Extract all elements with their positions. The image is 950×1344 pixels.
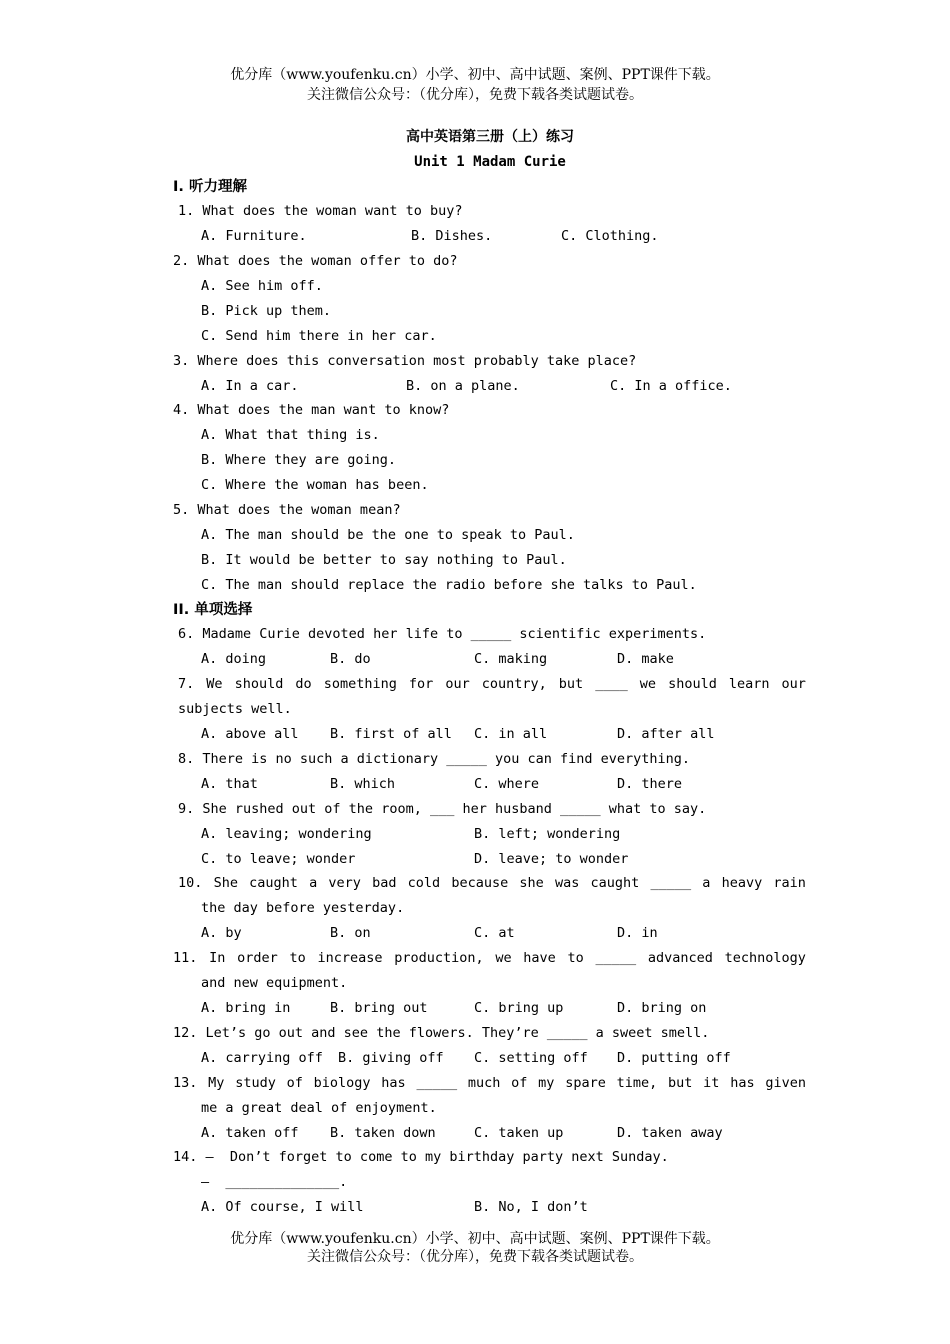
question-10-option-b: B. on — [330, 925, 371, 941]
question-14-option-b: B. No, I don’t — [474, 1199, 588, 1215]
question-5-option-a: A. The man should be the one to speak to Paul. — [201, 527, 575, 543]
question-4-option-b: B. Where they are going. — [201, 452, 397, 468]
section-heading-listening: I. 听力理解 — [173, 179, 247, 195]
question-9-option-c: C. to leave; wonder — [201, 851, 356, 867]
header-line-1: 优分库（www.youfenku.cn）小学、初中、高中试题、案例、PPT课件下载。 — [230, 67, 720, 83]
footer-line-2: 关注微信公众号：（优分库），免费下载各类试题试卷。 — [307, 1249, 643, 1265]
page-title: 高中英语第三册（上）练习 — [406, 129, 574, 145]
question-11-option-a: A. bring in — [201, 1000, 291, 1016]
question-3-option-a: A. In a car. — [201, 378, 299, 394]
footer-line-1: 优分库（www.youfenku.cn）小学、初中、高中试题、案例、PPT课件下载。 — [230, 1231, 720, 1247]
question-13-option-d: D. taken away — [617, 1125, 723, 1141]
question-1-option-b: B. Dishes. — [411, 228, 493, 244]
question-8-option-b: B. which — [330, 776, 396, 792]
question-5-option-c: C. The man should replace the radio before she talks to Paul. — [201, 577, 697, 593]
question-11-option-d: D. bring on — [617, 1000, 707, 1016]
question-10-option-c: C. at — [474, 925, 515, 941]
question-3-option-c: C. In a office. — [610, 378, 732, 394]
question-4-stem: 4. What does the man want to know? — [173, 402, 450, 418]
unit-title: Unit 1 Madam Curie — [414, 154, 566, 170]
question-9-option-d: D. leave; to wonder — [474, 851, 629, 867]
question-1-option-c: C. Clothing. — [561, 228, 659, 244]
question-10-option-d: D. in — [617, 925, 658, 941]
question-10-stem-line-2: the day before yesterday. — [201, 900, 405, 916]
question-2-option-a: A. See him off. — [201, 278, 323, 294]
question-3-stem: 3. Where does this conversation most probably take place? — [173, 353, 637, 369]
question-5-stem: 5. What does the woman mean? — [173, 502, 401, 518]
question-11-option-c: C. bring up — [474, 1000, 564, 1016]
question-8-stem: 8. There is no such a dictionary _____ you can find everything. — [178, 751, 691, 767]
question-10-stem-line-1: 10. She caught a very bad cold because she was caught _____ a heavy rain — [178, 875, 806, 891]
question-6-option-b: B. do — [330, 651, 371, 667]
question-14-option-a: A. Of course, I will — [201, 1199, 364, 1215]
question-13-stem-line-1: 13. My study of biology has _____ much of my spare time, but it has given — [173, 1075, 806, 1091]
question-9-stem: 9. She rushed out of the room, ___ her husband _____ what to say. — [178, 801, 707, 817]
question-13-option-b: B. taken down — [330, 1125, 436, 1141]
question-6-option-d: D. make — [617, 651, 674, 667]
question-1-option-a: A. Furniture. — [201, 228, 307, 244]
question-14-stem: 14. — Don’t forget to come to my birthday party next Sunday. — [173, 1149, 669, 1165]
question-1-stem: 1. What does the woman want to buy? — [178, 203, 463, 219]
question-2-option-b: B. Pick up them. — [201, 303, 332, 319]
question-6-option-c: C. making — [474, 651, 548, 667]
question-7-option-d: D. after all — [617, 726, 715, 742]
question-7-stem-line-1: 7. We should do something for our country, but ____ we should learn our — [178, 676, 806, 692]
question-7-stem-line-2: subjects well. — [178, 701, 292, 717]
question-11-stem-line-2: and new equipment. — [201, 975, 348, 991]
question-13-option-c: C. taken up — [474, 1125, 564, 1141]
question-4-option-c: C. Where the woman has been. — [201, 477, 429, 493]
question-10-option-a: A. by — [201, 925, 242, 941]
question-4-option-a: A. What that thing is. — [201, 427, 380, 443]
header-line-2: 关注微信公众号：（优分库），免费下载各类试题试卷。 — [307, 87, 643, 103]
question-3-option-b: B. on a plane. — [406, 378, 520, 394]
question-7-option-c: C. in all — [474, 726, 548, 742]
question-13-stem-line-2: me a great deal of enjoyment. — [201, 1100, 437, 1116]
question-11-option-b: B. bring out — [330, 1000, 428, 1016]
question-9-option-a: A. leaving; wondering — [201, 826, 372, 842]
question-14-reply: — ______________. — [201, 1174, 348, 1190]
question-8-option-c: C. where — [474, 776, 540, 792]
question-12-option-c: C. setting off — [474, 1050, 588, 1066]
question-12-option-a: A. carrying off — [201, 1050, 323, 1066]
section-heading-multiple-choice: II. 单项选择 — [173, 602, 253, 618]
question-6-option-a: A. doing — [201, 651, 267, 667]
question-9-option-b: B. left; wondering — [474, 826, 621, 842]
question-12-stem: 12. Let’s go out and see the flowers. They’re _____ a sweet smell. — [173, 1025, 710, 1041]
question-11-stem-line-1: 11. In order to increase production, we have to _____ advanced technology — [173, 950, 806, 966]
question-5-option-b: B. It would be better to say nothing to Paul. — [201, 552, 567, 568]
question-12-option-d: D. putting off — [617, 1050, 731, 1066]
question-13-option-a: A. taken off — [201, 1125, 299, 1141]
question-8-option-a: A. that — [201, 776, 258, 792]
question-2-option-c: C. Send him there in her car. — [201, 328, 437, 344]
question-7-option-a: A. above all — [201, 726, 299, 742]
question-12-option-b: B. giving off — [338, 1050, 444, 1066]
question-8-option-d: D. there — [617, 776, 683, 792]
question-6-stem: 6. Madame Curie devoted her life to _____ scientific experiments. — [178, 626, 707, 642]
question-7-option-b: B. first of all — [330, 726, 452, 742]
question-2-stem: 2. What does the woman offer to do? — [173, 253, 458, 269]
